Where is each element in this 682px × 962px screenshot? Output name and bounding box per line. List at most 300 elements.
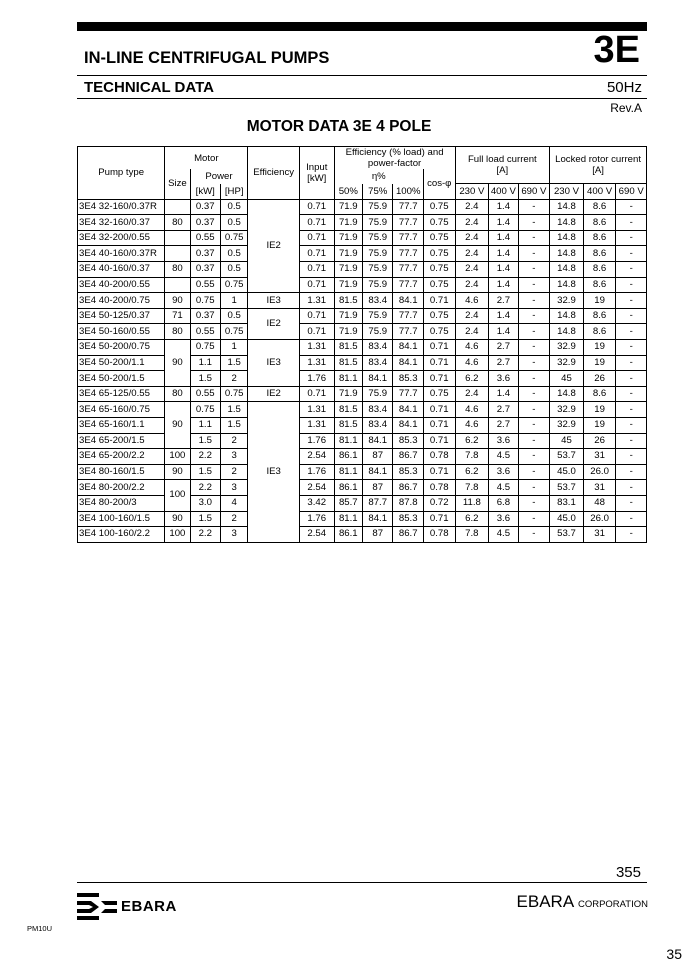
corner-page-number: 35	[666, 946, 682, 962]
efficiency-class-cell: IE2	[248, 199, 300, 293]
lr690-cell: -	[616, 308, 647, 324]
cos-cell: 0.75	[423, 199, 455, 215]
lr400-cell: 26.0	[583, 464, 616, 480]
cos-cell: 0.75	[423, 230, 455, 246]
e75-cell: 87	[363, 449, 393, 465]
fl230-cell: 2.4	[455, 308, 489, 324]
header-efficiency: Efficiency	[248, 147, 300, 200]
power-kw-cell: 0.37	[190, 308, 220, 324]
table-row	[78, 293, 647, 309]
lr230-cell: 32.9	[550, 355, 584, 371]
power-hp-cell: 1.5	[221, 402, 248, 418]
e100-cell: 87.8	[393, 495, 423, 511]
e100-cell: 85.3	[393, 464, 423, 480]
pump-type-cell: 3E4 50-200/0.75	[78, 340, 165, 356]
lr690-cell: -	[616, 199, 647, 215]
document-code: PM10U	[27, 924, 53, 933]
power-hp-cell: 1.5	[221, 418, 248, 434]
e100-cell: 77.7	[393, 324, 423, 340]
header-kw: [kW]	[190, 184, 220, 200]
e50-cell: 71.9	[334, 386, 362, 402]
lr400-cell: 19	[583, 402, 616, 418]
e50-cell: 81.1	[334, 464, 362, 480]
lr230-cell: 32.9	[550, 418, 584, 434]
lr690-cell: -	[616, 355, 647, 371]
lr400-cell: 19	[583, 355, 616, 371]
e100-cell: 84.1	[393, 340, 423, 356]
lr400-cell: 31	[583, 480, 616, 496]
e75-cell: 75.9	[363, 262, 393, 278]
fl400-cell: 1.4	[489, 246, 518, 262]
table-title: MOTOR DATA 3E 4 POLE	[246, 118, 432, 135]
input-cell: 0.71	[299, 386, 334, 402]
lr400-cell: 19	[583, 340, 616, 356]
e50-cell: 71.9	[334, 308, 362, 324]
lr230-cell: 14.8	[550, 246, 584, 262]
e75-cell: 84.1	[363, 433, 393, 449]
power-kw-cell: 0.37	[190, 215, 220, 231]
model-code: 3E	[593, 29, 640, 71]
power-hp-cell: 0.5	[221, 199, 248, 215]
e75-cell: 84.1	[363, 511, 393, 527]
header-eff-group: Efficiency (% load) and power-factor	[334, 147, 455, 170]
e50-cell: 71.9	[334, 230, 362, 246]
fl230-cell: 7.8	[455, 480, 489, 496]
header-motor: Motor	[165, 147, 248, 170]
fl690-cell: -	[518, 386, 550, 402]
header-fl-690v: 690 V	[518, 184, 550, 200]
lr400-cell: 8.6	[583, 199, 616, 215]
lr230-cell: 32.9	[550, 340, 584, 356]
fl230-cell: 4.6	[455, 340, 489, 356]
fl400-cell: 2.7	[489, 340, 518, 356]
e50-cell: 81.5	[334, 293, 362, 309]
cos-cell: 0.72	[423, 495, 455, 511]
fl690-cell: -	[518, 402, 550, 418]
lr690-cell: -	[616, 511, 647, 527]
fl230-cell: 6.2	[455, 464, 489, 480]
header-eta: η%	[334, 169, 423, 184]
cos-cell: 0.71	[423, 418, 455, 434]
lr400-cell: 19	[583, 293, 616, 309]
lr690-cell: -	[616, 324, 647, 340]
cos-cell: 0.71	[423, 511, 455, 527]
lr230-cell: 14.8	[550, 262, 584, 278]
efficiency-class-cell: IE3	[248, 293, 300, 309]
efficiency-class-cell: IE2	[248, 386, 300, 402]
cos-cell: 0.75	[423, 215, 455, 231]
fl690-cell: -	[518, 277, 550, 293]
lr690-cell: -	[616, 433, 647, 449]
lr230-cell: 53.7	[550, 527, 584, 543]
table-row	[78, 386, 647, 402]
lr400-cell: 8.6	[583, 386, 616, 402]
fl400-cell: 1.4	[489, 199, 518, 215]
fl400-cell: 3.6	[489, 371, 518, 387]
section-title: TECHNICAL DATA	[84, 79, 214, 96]
pump-type-cell: 3E4 32-200/0.55	[78, 230, 165, 246]
e50-cell: 81.5	[334, 418, 362, 434]
fl690-cell: -	[518, 511, 550, 527]
fl690-cell: -	[518, 371, 550, 387]
e75-cell: 75.9	[363, 215, 393, 231]
e100-cell: 77.7	[393, 215, 423, 231]
efficiency-class-cell: IE2	[248, 308, 300, 339]
power-kw-cell: 0.75	[190, 340, 220, 356]
fl230-cell: 2.4	[455, 215, 489, 231]
table-row	[78, 402, 647, 418]
input-cell: 3.42	[299, 495, 334, 511]
fl400-cell: 1.4	[489, 277, 518, 293]
power-kw-cell: 1.5	[190, 464, 220, 480]
power-hp-cell: 0.75	[221, 324, 248, 340]
e50-cell: 81.1	[334, 371, 362, 387]
lr400-cell: 31	[583, 527, 616, 543]
power-kw-cell: 3.0	[190, 495, 220, 511]
power-kw-cell: 0.75	[190, 293, 220, 309]
lr690-cell: -	[616, 386, 647, 402]
lr400-cell: 8.6	[583, 262, 616, 278]
fl230-cell: 2.4	[455, 324, 489, 340]
header-power: Power	[190, 169, 248, 184]
fl400-cell: 1.4	[489, 386, 518, 402]
e50-cell: 71.9	[334, 246, 362, 262]
e50-cell: 81.5	[334, 355, 362, 371]
lr690-cell: -	[616, 246, 647, 262]
e100-cell: 77.7	[393, 262, 423, 278]
lr230-cell: 45.0	[550, 464, 584, 480]
e100-cell: 77.7	[393, 277, 423, 293]
input-cell: 0.71	[299, 308, 334, 324]
fl690-cell: -	[518, 527, 550, 543]
fl690-cell: -	[518, 418, 550, 434]
divider	[77, 882, 647, 883]
ebara-logo	[77, 891, 177, 921]
cos-cell: 0.75	[423, 246, 455, 262]
power-hp-cell: 3	[221, 527, 248, 543]
page-number: 355	[615, 864, 641, 881]
input-cell: 0.71	[299, 246, 334, 262]
pump-type-cell: 3E4 100-160/2.2	[78, 527, 165, 543]
header-size: Size	[165, 169, 190, 199]
size-cell: 90	[165, 511, 190, 527]
table-body	[78, 199, 647, 542]
power-kw-cell: 1.5	[190, 433, 220, 449]
power-hp-cell: 0.75	[221, 386, 248, 402]
power-kw-cell: 1.5	[190, 371, 220, 387]
cos-cell: 0.75	[423, 324, 455, 340]
lr230-cell: 14.8	[550, 324, 584, 340]
lr690-cell: -	[616, 215, 647, 231]
lr400-cell: 26	[583, 371, 616, 387]
e100-cell: 86.7	[393, 480, 423, 496]
table-row	[78, 308, 647, 324]
fl230-cell: 4.6	[455, 293, 489, 309]
fl690-cell: -	[518, 480, 550, 496]
fl230-cell: 6.2	[455, 433, 489, 449]
e100-cell: 84.1	[393, 355, 423, 371]
pump-type-cell: 3E4 65-200/2.2	[78, 449, 165, 465]
power-kw-cell: 0.55	[190, 230, 220, 246]
fl400-cell: 1.4	[489, 262, 518, 278]
fl230-cell: 4.6	[455, 402, 489, 418]
e100-cell: 77.7	[393, 199, 423, 215]
e50-cell: 71.9	[334, 324, 362, 340]
size-cell: 100	[165, 480, 190, 511]
lr690-cell: -	[616, 293, 647, 309]
efficiency-class-cell: IE3	[248, 402, 300, 542]
fl230-cell: 4.6	[455, 355, 489, 371]
power-hp-cell: 2	[221, 371, 248, 387]
fl230-cell: 11.8	[455, 495, 489, 511]
e100-cell: 77.7	[393, 230, 423, 246]
e50-cell: 81.1	[334, 433, 362, 449]
lr400-cell: 8.6	[583, 308, 616, 324]
header-hp: [HP]	[221, 184, 248, 200]
page-title: IN-LINE CENTRIFUGAL PUMPS	[84, 49, 330, 67]
fl230-cell: 2.4	[455, 386, 489, 402]
size-cell: 90	[165, 402, 190, 449]
header-cos-phi: cos-φ	[423, 169, 455, 199]
size-cell: 90	[165, 340, 190, 387]
e100-cell: 84.1	[393, 418, 423, 434]
header-top-bar	[77, 22, 647, 31]
input-cell: 1.31	[299, 355, 334, 371]
pump-type-cell: 3E4 50-200/1.5	[78, 371, 165, 387]
lr230-cell: 53.7	[550, 449, 584, 465]
table-row	[78, 449, 647, 465]
lr400-cell: 8.6	[583, 324, 616, 340]
e75-cell: 75.9	[363, 246, 393, 262]
fl690-cell: -	[518, 449, 550, 465]
table-row	[78, 230, 647, 246]
fl400-cell: 2.7	[489, 418, 518, 434]
power-hp-cell: 0.5	[221, 215, 248, 231]
frequency-label: 50Hz	[606, 79, 642, 96]
lr230-cell: 14.8	[550, 215, 584, 231]
input-cell: 0.71	[299, 230, 334, 246]
e100-cell: 77.7	[393, 308, 423, 324]
e75-cell: 87	[363, 527, 393, 543]
lr690-cell: -	[616, 449, 647, 465]
size-cell: 80	[165, 324, 190, 340]
fl690-cell: -	[518, 495, 550, 511]
header-input: Input [kW]	[299, 147, 334, 200]
e50-cell: 71.9	[334, 277, 362, 293]
e50-cell: 86.1	[334, 527, 362, 543]
lr400-cell: 8.6	[583, 277, 616, 293]
cos-cell: 0.71	[423, 340, 455, 356]
e50-cell: 81.5	[334, 340, 362, 356]
fl400-cell: 2.7	[489, 355, 518, 371]
e50-cell: 86.1	[334, 449, 362, 465]
lr400-cell: 8.6	[583, 246, 616, 262]
cos-cell: 0.75	[423, 308, 455, 324]
lr230-cell: 45.0	[550, 511, 584, 527]
power-kw-cell: 1.1	[190, 418, 220, 434]
fl230-cell: 2.4	[455, 277, 489, 293]
e100-cell: 86.7	[393, 449, 423, 465]
table-row	[78, 324, 647, 340]
input-cell: 0.71	[299, 262, 334, 278]
input-cell: 1.76	[299, 511, 334, 527]
table-row	[78, 199, 647, 215]
e75-cell: 75.9	[363, 386, 393, 402]
lr690-cell: -	[616, 371, 647, 387]
input-cell: 0.71	[299, 277, 334, 293]
cos-cell: 0.75	[423, 386, 455, 402]
e100-cell: 84.1	[393, 293, 423, 309]
fl690-cell: -	[518, 262, 550, 278]
cos-cell: 0.71	[423, 293, 455, 309]
lr230-cell: 14.8	[550, 199, 584, 215]
header-fl-400v: 400 V	[489, 184, 518, 200]
table-row	[78, 480, 647, 496]
e75-cell: 75.9	[363, 277, 393, 293]
e75-cell: 75.9	[363, 308, 393, 324]
corporation-name: EBARA CORPORATION	[516, 892, 648, 911]
fl690-cell: -	[518, 230, 550, 246]
power-kw-cell: 0.37	[190, 246, 220, 262]
lr690-cell: -	[616, 230, 647, 246]
e100-cell: 85.3	[393, 371, 423, 387]
power-kw-cell: 2.2	[190, 480, 220, 496]
pump-type-cell: 3E4 32-160/0.37	[78, 215, 165, 231]
pump-type-cell: 3E4 50-200/1.1	[78, 355, 165, 371]
cos-cell: 0.71	[423, 371, 455, 387]
fl400-cell: 3.6	[489, 464, 518, 480]
divider	[77, 75, 647, 76]
header-lr-400v: 400 V	[583, 184, 616, 200]
fl690-cell: -	[518, 464, 550, 480]
power-kw-cell: 1.5	[190, 511, 220, 527]
lr230-cell: 14.8	[550, 308, 584, 324]
e75-cell: 83.4	[363, 293, 393, 309]
lr230-cell: 83.1	[550, 495, 584, 511]
power-hp-cell: 1.5	[221, 355, 248, 371]
pump-type-cell: 3E4 80-200/2.2	[78, 480, 165, 496]
power-hp-cell: 1	[221, 293, 248, 309]
pump-type-cell: 3E4 80-160/1.5	[78, 464, 165, 480]
header-50: 50%	[334, 184, 362, 200]
input-cell: 2.54	[299, 480, 334, 496]
lr690-cell: -	[616, 418, 647, 434]
lr230-cell: 14.8	[550, 277, 584, 293]
e100-cell: 77.7	[393, 386, 423, 402]
lr400-cell: 19	[583, 418, 616, 434]
e50-cell: 81.1	[334, 511, 362, 527]
e50-cell: 71.9	[334, 215, 362, 231]
table-header	[78, 147, 647, 200]
size-cell	[165, 199, 190, 215]
cos-cell: 0.75	[423, 262, 455, 278]
table-row	[78, 433, 647, 449]
size-cell	[165, 277, 190, 293]
input-cell: 0.71	[299, 215, 334, 231]
power-kw-cell: 0.55	[190, 386, 220, 402]
power-hp-cell: 1	[221, 340, 248, 356]
header-full-load: Full load current [A]	[455, 147, 550, 184]
fl230-cell: 6.2	[455, 511, 489, 527]
e100-cell: 86.7	[393, 527, 423, 543]
size-cell: 71	[165, 308, 190, 324]
lr230-cell: 45	[550, 433, 584, 449]
table-row	[78, 277, 647, 293]
pump-type-cell: 3E4 40-200/0.55	[78, 277, 165, 293]
header-75: 75%	[363, 184, 393, 200]
power-kw-cell: 0.75	[190, 402, 220, 418]
e75-cell: 84.1	[363, 464, 393, 480]
input-cell: 0.71	[299, 199, 334, 215]
fl230-cell: 2.4	[455, 199, 489, 215]
pump-type-cell: 3E4 40-200/0.75	[78, 293, 165, 309]
lr400-cell: 26	[583, 433, 616, 449]
power-kw-cell: 0.55	[190, 324, 220, 340]
lr690-cell: -	[616, 527, 647, 543]
cos-cell: 0.71	[423, 355, 455, 371]
size-cell: 90	[165, 293, 190, 309]
table-row	[78, 355, 647, 371]
fl690-cell: -	[518, 199, 550, 215]
power-kw-cell: 0.55	[190, 277, 220, 293]
size-cell: 90	[165, 464, 190, 480]
motor-data-table	[77, 146, 647, 543]
fl690-cell: -	[518, 293, 550, 309]
header-pump-type: Pump type	[78, 147, 165, 200]
logo-text: EBARA	[121, 897, 177, 915]
header-lr-690v: 690 V	[616, 184, 647, 200]
table-row	[78, 511, 647, 527]
lr400-cell: 31	[583, 449, 616, 465]
fl690-cell: -	[518, 355, 550, 371]
fl230-cell: 2.4	[455, 230, 489, 246]
fl230-cell: 6.2	[455, 371, 489, 387]
power-hp-cell: 2	[221, 511, 248, 527]
lr690-cell: -	[616, 402, 647, 418]
pump-type-cell: 3E4 40-160/0.37	[78, 262, 165, 278]
input-cell: 2.54	[299, 527, 334, 543]
lr690-cell: -	[616, 464, 647, 480]
power-hp-cell: 2	[221, 433, 248, 449]
power-hp-cell: 0.5	[221, 246, 248, 262]
e100-cell: 84.1	[393, 402, 423, 418]
power-hp-cell: 3	[221, 449, 248, 465]
size-cell	[165, 246, 190, 262]
cos-cell: 0.71	[423, 464, 455, 480]
table-row	[78, 215, 647, 231]
input-cell: 1.31	[299, 402, 334, 418]
e75-cell: 83.4	[363, 418, 393, 434]
e75-cell: 83.4	[363, 355, 393, 371]
size-cell: 80	[165, 215, 190, 231]
e50-cell: 71.9	[334, 199, 362, 215]
input-cell: 0.71	[299, 324, 334, 340]
table-row	[78, 262, 647, 278]
lr230-cell: 14.8	[550, 386, 584, 402]
efficiency-class-cell: IE3	[248, 340, 300, 387]
e75-cell: 83.4	[363, 402, 393, 418]
size-cell: 100	[165, 449, 190, 465]
pump-type-cell: 3E4 65-160/0.75	[78, 402, 165, 418]
lr230-cell: 45	[550, 371, 584, 387]
cos-cell: 0.78	[423, 449, 455, 465]
size-cell: 80	[165, 386, 190, 402]
header-lr-230v: 230 V	[550, 184, 584, 200]
header-fl-230v: 230 V	[455, 184, 489, 200]
lr400-cell: 26.0	[583, 511, 616, 527]
e50-cell: 81.5	[334, 402, 362, 418]
power-kw-cell: 2.2	[190, 527, 220, 543]
